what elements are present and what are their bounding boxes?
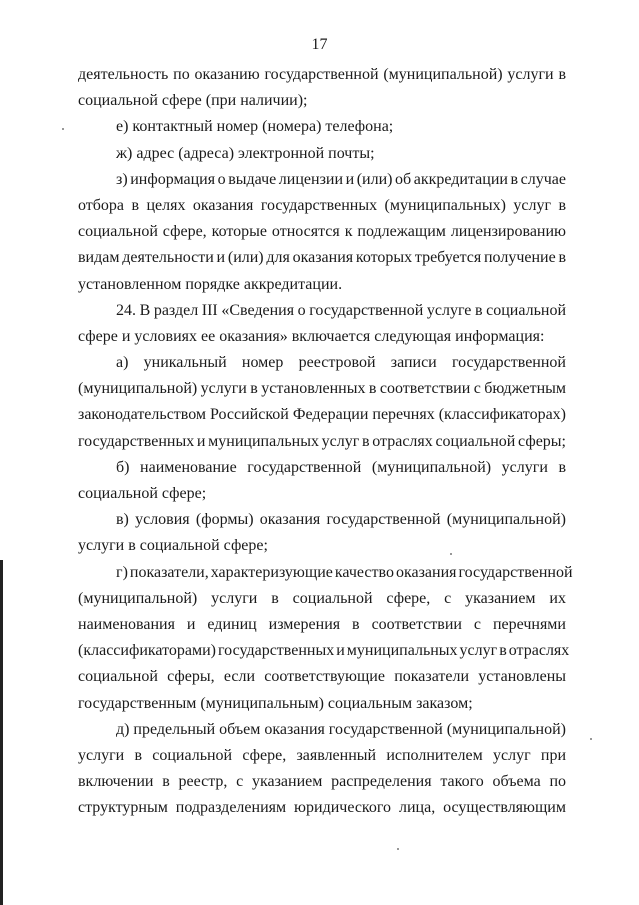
text-line: а) уникальный номер реестровой записи государственной: [116, 354, 566, 372]
page-number: 17: [311, 36, 328, 53]
scan-speck: [450, 553, 452, 555]
scan-edge-shadow: [0, 560, 3, 905]
text-line: деятельность по оказанию государственной (муниципальной) услуги в: [78, 66, 566, 83]
scan-speck: [62, 128, 64, 130]
text-line: е) контактный номер (номера) телефона;: [116, 118, 394, 136]
text-line: г) показатели, характеризующие качество оказания государственной: [116, 563, 573, 581]
text-line: видам деятельности и (или) для оказания которых требуется получение в: [78, 249, 566, 267]
text-line: социальной сферы, если соответствующие показатели установлены: [78, 668, 566, 686]
text-line: б) наименование государственной (муниципальной) услуги в: [116, 458, 566, 476]
text-line: (муниципальной) услуги в социальной сфере, с указанием их: [78, 589, 566, 607]
text-line: государственным (муниципальным) социальным заказом;: [78, 694, 473, 712]
scan-speck: [590, 738, 592, 740]
text-line: 24. В раздел III «Сведения о государственной услуге в социальной: [116, 301, 567, 319]
text-line: в) условия (формы) оказания государственной (муниципальной): [116, 511, 566, 529]
text-line: сфере и условиях ее оказания» включается следующая информация:: [78, 327, 545, 345]
text-line: услуги в социальной сфере;: [78, 537, 268, 555]
text-line: услуги в социальной сфере, заявленный исполнителем услуг при: [78, 746, 566, 764]
text-line: включении в реестр, с указанием распределения такого объема по: [78, 773, 566, 791]
text-line: з) информация о выдаче лицензии и (или) об аккредитации в случае: [116, 170, 566, 188]
text-line: наименования и единиц измерения в соответствии с перечнями: [78, 615, 566, 633]
document-body: [78, 62, 573, 821]
text-line: государственных и муниципальных услуг в отраслях социальной сферы;: [78, 432, 566, 450]
text-line: законодательством Российской Федерации перечнях (классификаторах): [78, 406, 566, 424]
text-line: социальной сфере;: [78, 485, 207, 502]
text-line: структурным подразделениям юридического лица, осуществляющим: [78, 799, 566, 817]
text-line: установленном порядке аккредитации.: [78, 275, 343, 293]
text-line: социальной сфере (при наличии);: [78, 92, 308, 110]
scan-speck: [397, 848, 399, 850]
text-line: социальной сфере, которые относятся к подлежащим лицензированию: [78, 223, 566, 241]
text-line: д) предельный объем оказания государственной (муниципальной): [116, 720, 566, 738]
text-line: ж) адрес (адреса) электронной почты;: [116, 144, 375, 162]
text-line: (муниципальной) услуги в установленных в соответствии с бюджетным: [78, 380, 567, 398]
text-line: отбора в целях оказания государственных (муниципальных) услуг в: [78, 196, 566, 214]
text-line: (классификаторами) государственных и муниципальных услуг в отраслях: [78, 642, 570, 660]
